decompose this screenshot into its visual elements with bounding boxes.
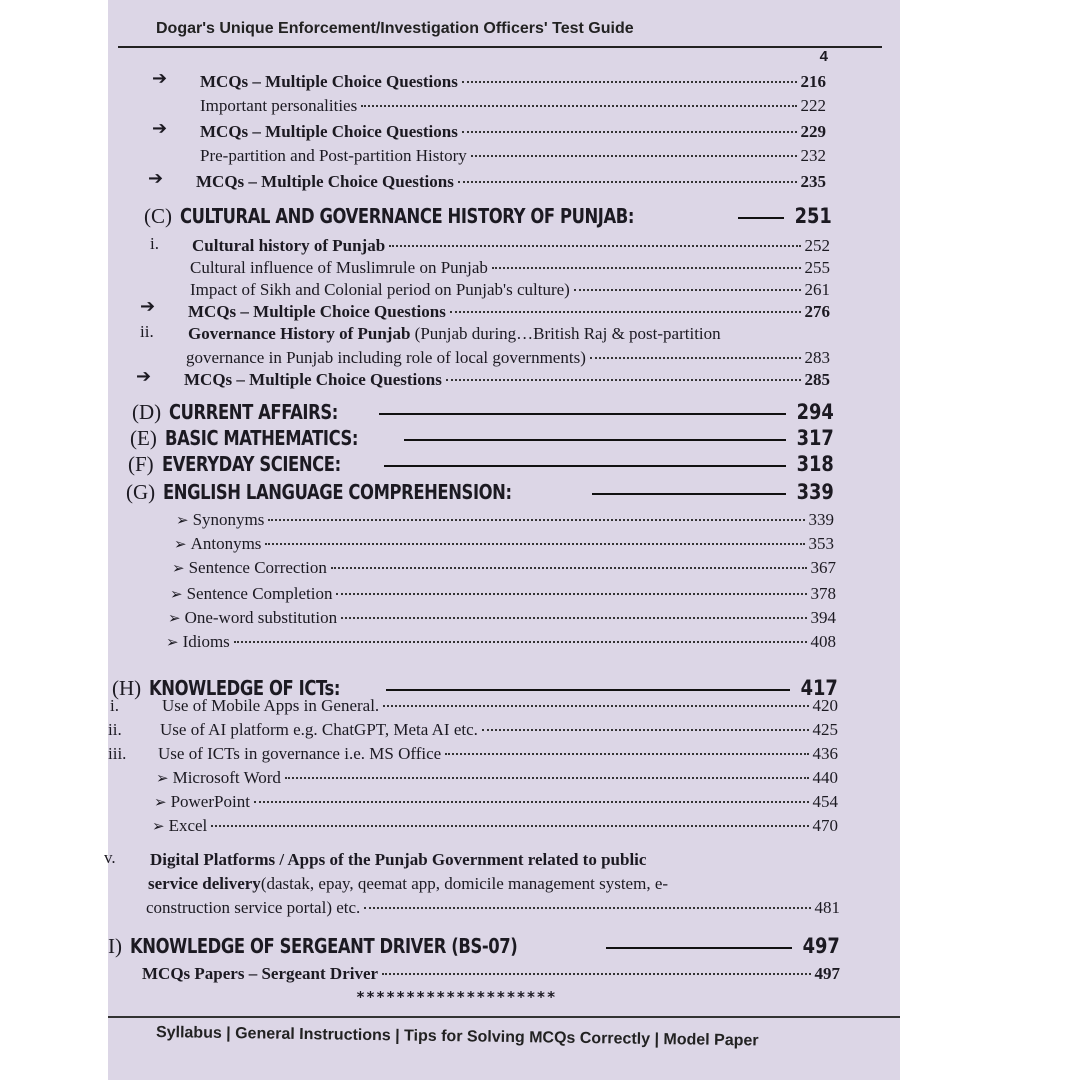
section-f-heading: (F) EVERYDAY SCIENCE: 318 [128,452,834,476]
toc-entry: Impact of Sikh and Colonial period on Punjab's culture) 261 [190,280,830,299]
toc-entry: Use of Mobile Apps in General. 420 [162,696,838,715]
triangle-bullet-icon: ➢ [154,793,167,811]
toc-entry: MCQs – Multiple Choice Questions 285 [184,370,830,389]
header-rule [118,46,882,48]
item-number: i. [110,696,119,715]
item-number: v. [104,848,116,867]
section-d-heading: (D) CURRENT AFFAIRS: 294 [132,400,834,424]
triangle-bullet-icon: ➢ [176,511,189,529]
toc-entry: governance in Punjab including role of local governments) 283 [186,348,830,367]
page-number: 4 [819,48,828,65]
section-g-heading: (G) ENGLISH LANGUAGE COMPREHENSION: 339 [126,480,834,504]
triangle-bullet-icon: ➢ [152,817,165,835]
document-page [104,0,900,1080]
arrow-icon: ➔ [136,366,152,387]
section-c-heading: (C) CULTURAL AND GOVERNANCE HISTORY OF PUNJAB: 251 [144,204,832,228]
toc-entry: Important personalities 222 [200,96,826,115]
toc-entry: construction service portal) etc. 481 [146,898,840,917]
toc-entry: Cultural influence of Muslimrule on Punjab 255 [190,258,830,277]
toc-entry: ➢ PowerPoint 454 [154,792,838,811]
toc-entry: service delivery(dastak, epay, qeemat app, domicile management system, e- [148,874,669,893]
triangle-bullet-icon: ➢ [170,585,183,603]
toc-entry: Pre-partition and Post-partition History 232 [200,146,826,165]
item-number: i. [150,234,159,253]
item-number: ii. [140,322,154,341]
section-h-heading: (H) KNOWLEDGE OF ICTs: 417 [112,676,838,700]
triangle-bullet-icon: ➢ [168,609,181,627]
toc-entry: ➢ Idioms 408 [166,632,836,651]
arrow-icon: ➔ [152,118,168,139]
section-e-heading: (E) BASIC MATHEMATICS: 317 [130,426,834,450]
toc-entry: ➢ Excel 470 [152,816,838,835]
arrow-icon: ➔ [148,168,164,189]
section-i-heading: I) KNOWLEDGE OF SERGEANT DRIVER (BS-07) 497 [108,934,840,958]
toc-entry: ➢ One-word substitution 394 [168,608,836,627]
item-number: ii. [108,720,122,739]
toc-entry: ➢ Synonyms 339 [176,510,834,529]
toc-entry: MCQs – Multiple Choice Questions 276 [188,302,830,321]
page-footer: Syllabus | General Instructions | Tips for Solving MCQs Correctly | Model Paper [155,1024,759,1050]
page-header: Dogar's Unique Enforcement/Investigation Officers' Test Guide [156,20,634,37]
toc-entry: Digital Platforms / Apps of the Punjab Government related to public [150,850,647,869]
stars-divider: ******************** [356,988,557,1006]
toc-entry: MCQs – Multiple Choice Questions 229 [200,122,826,141]
arrow-icon: ➔ [152,68,168,89]
toc-entry: ➢ Antonyms 353 [174,534,834,553]
toc-entry: MCQs – Multiple Choice Questions 235 [196,172,826,191]
toc-entry: ➢ Sentence Completion 378 [170,584,836,603]
toc-entry: ➢ Microsoft Word 440 [156,768,838,787]
triangle-bullet-icon: ➢ [156,769,169,787]
toc-entry: Cultural history of Punjab 252 [192,236,830,255]
toc-entry: Governance History of Punjab (Punjab during…British Raj & post-partition [188,324,721,343]
arrow-icon: ➔ [140,296,156,317]
triangle-bullet-icon: ➢ [174,535,187,553]
toc-entry: MCQs Papers – Sergeant Driver 497 [142,964,840,983]
triangle-bullet-icon: ➢ [172,559,185,577]
toc-entry: MCQs – Multiple Choice Questions 216 [200,72,826,91]
triangle-bullet-icon: ➢ [166,633,179,651]
toc-entry: Use of AI platform e.g. ChatGPT, Meta AI etc. 425 [160,720,838,739]
footer-rule [108,1016,900,1018]
toc-entry: Use of ICTs in governance i.e. MS Office 436 [158,744,838,763]
item-number: iii. [108,744,127,763]
toc-entry: ➢ Sentence Correction 367 [172,558,836,577]
